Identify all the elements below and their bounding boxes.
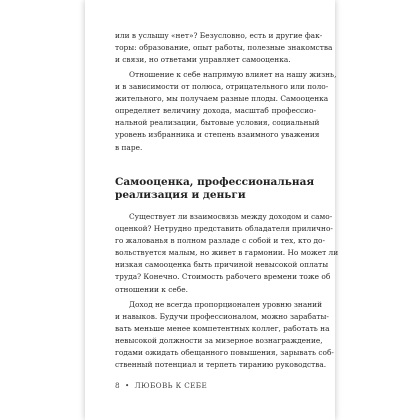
text-line: жительного, мы получаем разные плоды. Самооценка (115, 94, 329, 104)
paragraph-4 (115, 299, 334, 372)
text-line: и связи, но ответами управляет самооценка. (115, 55, 291, 65)
text-line: го жалованья в полном разладе с собой и тех, кто до- (115, 236, 326, 246)
text-line: Доход не всегда пропорционален уровню знаний (129, 300, 323, 309)
paragraph-3 (115, 211, 339, 296)
text-line: вольствуется малым, но живет в гармонии. Но может ли (115, 248, 339, 258)
text-line: ственный потенциал и терпеть тиранию руководства. (115, 360, 327, 370)
text-line: отношении к себе. (115, 284, 188, 294)
text-line: нальной реализации, бытовые условия, социальный (115, 118, 320, 128)
text-line: и навыков. Будучи профессионалом, можно зарабаты- (115, 312, 329, 322)
paragraph-1 (115, 30, 333, 66)
text-line: в паре. (115, 142, 143, 152)
text-line: невысокой должности за мизерное вознаграждение, (115, 336, 323, 346)
heading-line: реализация и деньги (115, 189, 246, 202)
text-line: годами ожидать обещанного повышения, зарывать соб- (115, 348, 334, 358)
text-line: уровень избранника и степень взаимного уважения (115, 130, 320, 140)
text-line: или в услышу «нет»? Безусловно, есть и другие фак- (115, 31, 323, 40)
text-line: определяет величину дохода, масштаб профессио- (115, 106, 316, 116)
page-footer (115, 381, 207, 390)
paragraph-2 (115, 69, 337, 154)
text-line: Отношение к себе напрямую влияет на нашу жизнь, (129, 70, 337, 79)
text-line: торы: образование, опыт работы, полезные знакомства (115, 43, 333, 53)
text-line: труда? Конечно. Стоимость рабочего времени тоже об (115, 272, 331, 282)
running-title: ЛЮБОВЬ К СЕБЕ (134, 381, 208, 390)
page-number: 8 (115, 381, 120, 390)
heading-line: Самооценка, профессиональная (115, 176, 315, 188)
text-line: и в зависимости от полюса, отрицательного или поло- (115, 82, 329, 92)
text-line: низкая самооценка быть причиной невысокой оплаты (115, 260, 329, 270)
section-heading (115, 176, 316, 202)
footer-separator: • (124, 381, 130, 390)
text-line: вать меньше менее компетентных коллег, работать на (115, 324, 330, 334)
text-line: Существует ли взаимосвязь между доходом и само- (129, 212, 333, 221)
text-line: оценкой? Нетрудно представить обладателя прилично- (115, 224, 333, 234)
